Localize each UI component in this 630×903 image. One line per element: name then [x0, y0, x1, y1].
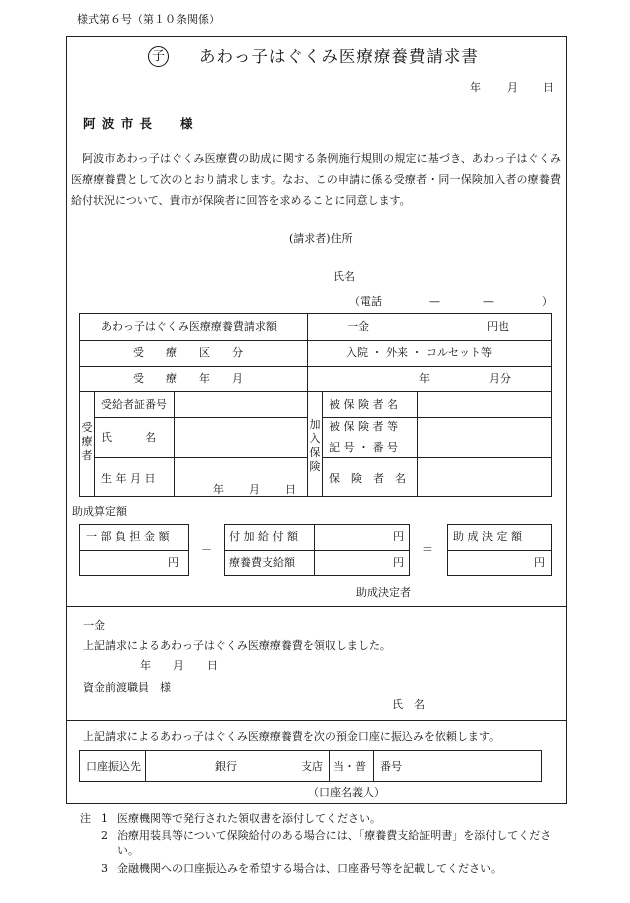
- copay-yen: 円: [168, 556, 179, 569]
- form-title: あわっ子はぐくみ医療療養費請求書: [199, 47, 479, 66]
- treatment-month-unit: 月分: [489, 372, 511, 385]
- date-year-label: 年: [470, 81, 481, 94]
- treatment-month-label: 受 療 年 月: [133, 372, 243, 385]
- decision-amount-label: 助 成 決 定 額: [453, 530, 522, 543]
- receipt-ichikin: 一金: [83, 619, 105, 632]
- phone-dash-2: —: [483, 295, 494, 308]
- insurer-name-label: 保 険 者 名: [329, 472, 406, 485]
- child-badge-icon: 子: [148, 46, 169, 67]
- recipient-number-label: 受給者証番号: [101, 398, 167, 411]
- treatment-year-unit: 年: [419, 372, 430, 385]
- receipt-name-label: 氏 名: [392, 698, 425, 711]
- claimant-address-label: (請求者)住所: [289, 232, 353, 245]
- request-paragraph: 阿波市あわっ子はぐくみ医療費の助成に関する条例施行規則の規定に基づき、あわっ子はぐくみ医療療養費として次のとおり請求します。なお、この申請に係る受療者・同一保険加入者の療養費給付状況について、貴市が保険者に回答を求めることに同意します。: [71, 152, 561, 207]
- note-text: 治療用装具等について保険給付のある場合には、「療養費支給証明書」を添付してください。: [117, 829, 552, 857]
- birth-month-unit: 月: [249, 483, 260, 496]
- addon-benefit-yen: 円: [393, 530, 404, 543]
- bank-transfer-text: 上記請求によるあわっ子はぐくみ医療療養費を次の預金口座に振込みを依頼します。: [83, 730, 501, 743]
- treatment-benefit-label: 療養費支給額: [229, 556, 295, 569]
- account-number-label: 番号: [380, 760, 402, 773]
- note-text: 医療機関等で発行された領収書を添付してください。: [117, 812, 381, 825]
- treatment-benefit-yen: 円: [393, 556, 404, 569]
- decider-label: 助成決定者: [356, 586, 411, 599]
- note-number: 1: [101, 812, 108, 825]
- receipt-year-unit: 年: [140, 659, 151, 672]
- minus-sign: －: [201, 543, 212, 556]
- receipt-text: 上記請求によるあわっ子はぐくみ医療療養費を領収しました。: [83, 639, 391, 652]
- receipt-recipient: 資金前渡職員 様: [83, 681, 171, 694]
- birthdate-label: 生 年 月 日: [101, 472, 156, 485]
- birth-year-unit: 年: [213, 483, 224, 496]
- account-holder-label: （口座名義人）: [308, 786, 385, 799]
- phone-close: ）: [542, 295, 553, 308]
- note-number: 3: [101, 862, 108, 875]
- insured-code-label-2: 記 号 ・ 番 号: [329, 441, 398, 454]
- addressee: 阿 波 市 長 様: [83, 116, 194, 131]
- note-number: 2: [101, 829, 108, 842]
- decision-amount-yen: 円: [534, 556, 545, 569]
- phone-dash-1: —: [429, 295, 440, 308]
- date-day-label: 日: [543, 81, 554, 94]
- patient-label: 受療者: [81, 421, 93, 462]
- calc-heading: 助成算定額: [72, 505, 127, 518]
- copay-label: 一 部 負 担 金 額: [86, 530, 170, 543]
- bank-name-label: 銀行: [215, 760, 237, 773]
- equals-sign: ＝: [422, 543, 433, 556]
- treatment-category-options: 入院 ・ 外来 ・ コルセット等: [346, 346, 492, 359]
- claimant-name-label: 氏名: [333, 270, 355, 283]
- addon-benefit-label: 付 加 給 付 額: [229, 530, 298, 543]
- claim-amount-ichikin: 一金: [347, 320, 369, 333]
- insurance-label: 加入保険: [309, 418, 321, 473]
- insured-code-label-1: 被 保 険 者 等: [329, 420, 398, 433]
- form-number: 様式第６号（第１０条関係）: [77, 13, 220, 26]
- receipt-month-unit: 月: [173, 659, 184, 672]
- note-text: 金融機関への口座振込みを希望する場合は、口座番号等を記載してください。: [117, 862, 502, 875]
- receipt-day-unit: 日: [207, 659, 218, 672]
- patient-name-label: 氏 名: [101, 431, 156, 444]
- bank-destination-label: 口座振込先: [86, 760, 141, 773]
- account-type-label: 当・普: [333, 760, 366, 773]
- notes-heading: 注: [80, 812, 91, 825]
- claim-amount-enya: 円也: [487, 320, 509, 333]
- date-month-label: 月: [507, 81, 518, 94]
- insured-name-label: 被 保 険 者 名: [329, 398, 398, 411]
- claimant-phone-label: （電話: [349, 295, 382, 308]
- treatment-category-label: 受 療 区 分: [133, 346, 243, 359]
- claim-amount-label: あわっ子はぐくみ医療療養費請求額: [101, 320, 277, 333]
- birth-day-unit: 日: [285, 483, 296, 496]
- bank-branch-label: 支店: [301, 760, 323, 773]
